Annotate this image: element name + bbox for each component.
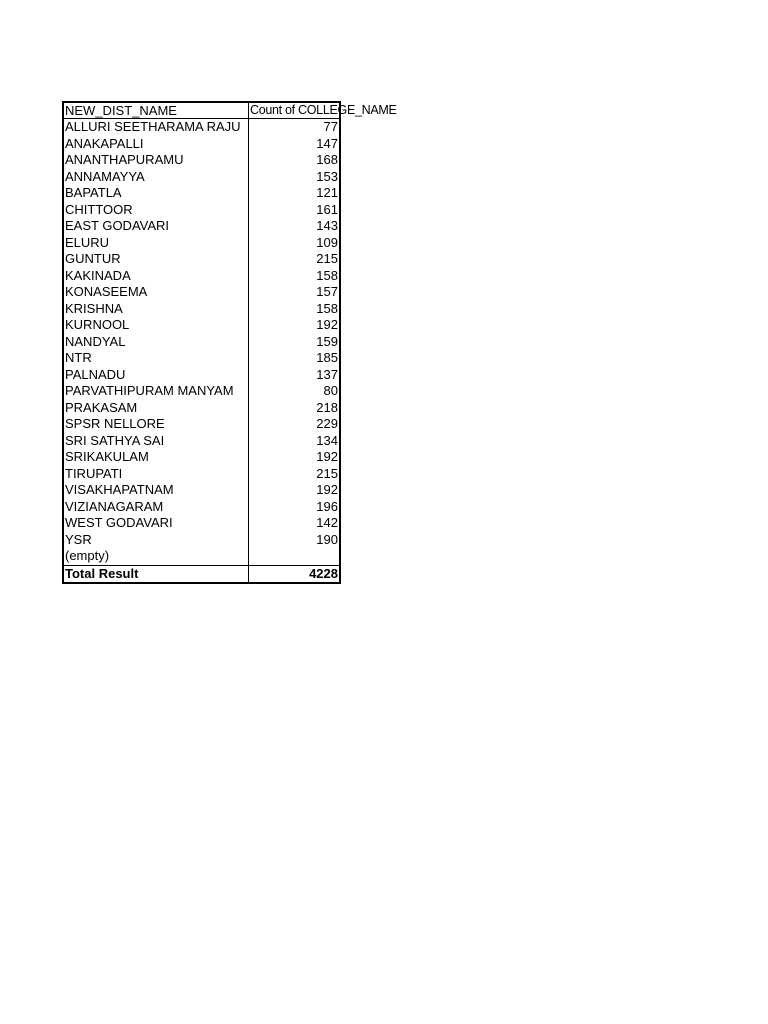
college-count-cell: 109 — [316, 234, 338, 250]
college-count-cell: 185 — [316, 350, 338, 365]
dist-name-cell: CHITTOOR — [64, 202, 249, 219]
table-row — [64, 251, 339, 268]
table-row — [64, 416, 339, 433]
total-count: 4228 — [309, 566, 338, 581]
dist-name-cell: VIZIANAGARAM — [64, 499, 249, 516]
college-count-cell: 147 — [316, 135, 338, 151]
table-row — [64, 482, 339, 499]
table-row — [64, 268, 339, 285]
dist-name-cell: ANAKAPALLI — [64, 136, 249, 153]
table-row — [64, 350, 339, 367]
table-row — [64, 515, 339, 532]
table-row — [64, 202, 339, 219]
table-row — [64, 466, 339, 483]
college-count-cell: 143 — [316, 218, 338, 233]
header-college-count-label: Count of COLLEGE_NAME — [250, 103, 397, 117]
dist-name-cell: VISAKHAPATNAM — [64, 482, 249, 499]
college-count-cell: 158 — [316, 300, 338, 316]
table-row — [64, 532, 339, 549]
table-row — [64, 119, 339, 136]
table-row — [64, 449, 339, 466]
dist-name-cell: TIRUPATI — [64, 466, 249, 483]
college-count-cell: 137 — [316, 366, 338, 382]
dist-name-cell: ALLURI SEETHARAMA RAJU — [64, 119, 249, 136]
table-row — [64, 548, 339, 565]
college-count-cell: 192 — [316, 449, 338, 464]
college-count-cell: 121 — [316, 185, 338, 200]
table-row — [64, 284, 339, 301]
dist-name-cell: SRI SATHYA SAI — [64, 433, 249, 450]
dist-name-cell: NTR — [64, 350, 249, 367]
dist-name-cell: PALNADU — [64, 367, 249, 384]
table-header-row — [64, 103, 397, 119]
college-count-cell: 161 — [316, 201, 338, 217]
table-row — [64, 317, 339, 334]
header-dist-name: NEW_DIST_NAME — [64, 103, 249, 118]
table-row — [64, 367, 339, 384]
pivot-table — [62, 101, 397, 584]
dist-name-cell: SRIKAKULAM — [64, 449, 249, 466]
dist-name-cell: NANDYAL — [64, 334, 249, 351]
college-count-cell: 142 — [316, 515, 338, 530]
table-row — [64, 499, 339, 516]
dist-name-cell: WEST GODAVARI — [64, 515, 249, 532]
dist-name-cell: (empty) — [64, 548, 249, 565]
dist-name-cell: KURNOOL — [64, 317, 249, 334]
college-count-cell: 218 — [316, 399, 338, 415]
table-row — [64, 169, 339, 186]
college-count-cell: 153 — [316, 168, 338, 184]
dist-name-cell: KRISHNA — [64, 301, 249, 318]
college-count-cell: 215 — [316, 251, 338, 266]
college-count-cell: 192 — [316, 317, 338, 332]
dist-name-cell: PARVATHIPURAM MANYAM — [64, 383, 249, 400]
total-row — [64, 565, 339, 582]
table-row — [64, 152, 339, 169]
college-count-cell: 134 — [316, 432, 338, 448]
dist-name-cell: YSR — [64, 532, 249, 549]
table-row — [64, 383, 339, 400]
college-count-cell: 77 — [323, 119, 338, 134]
total-label: Total Result — [64, 566, 249, 582]
dist-name-cell: BAPATLA — [64, 185, 249, 202]
college-count-cell: 190 — [316, 531, 338, 547]
college-count-cell: 80 — [323, 383, 338, 398]
dist-name-cell: PRAKASAM — [64, 400, 249, 417]
dist-name-cell: ANNAMAYYA — [64, 169, 249, 186]
table-row — [64, 185, 339, 202]
header-college-count — [249, 103, 397, 118]
table-row — [64, 218, 339, 235]
college-count-cell: 215 — [316, 465, 338, 481]
college-count-cell — [249, 548, 339, 565]
college-count-cell: 196 — [316, 498, 338, 514]
dist-name-cell: GUNTUR — [64, 251, 249, 268]
college-count-cell: 192 — [316, 482, 338, 497]
college-count-cell: 157 — [316, 284, 338, 299]
table-row — [64, 433, 339, 450]
table-row — [64, 334, 339, 351]
college-count-cell: 158 — [316, 267, 338, 283]
table-body — [64, 119, 339, 565]
dist-name-cell: EAST GODAVARI — [64, 218, 249, 235]
dist-name-cell: SPSR NELLORE — [64, 416, 249, 433]
dist-name-cell: KONASEEMA — [64, 284, 249, 301]
table-row — [64, 235, 339, 252]
dist-name-cell: ELURU — [64, 235, 249, 252]
dist-name-cell: KAKINADA — [64, 268, 249, 285]
table-row — [64, 400, 339, 417]
college-count-cell: 159 — [316, 333, 338, 349]
table-row — [64, 136, 339, 153]
college-count-cell: 229 — [316, 416, 338, 431]
college-count-cell: 168 — [316, 152, 338, 167]
table-row — [64, 301, 339, 318]
dist-name-cell: ANANTHAPURAMU — [64, 152, 249, 169]
